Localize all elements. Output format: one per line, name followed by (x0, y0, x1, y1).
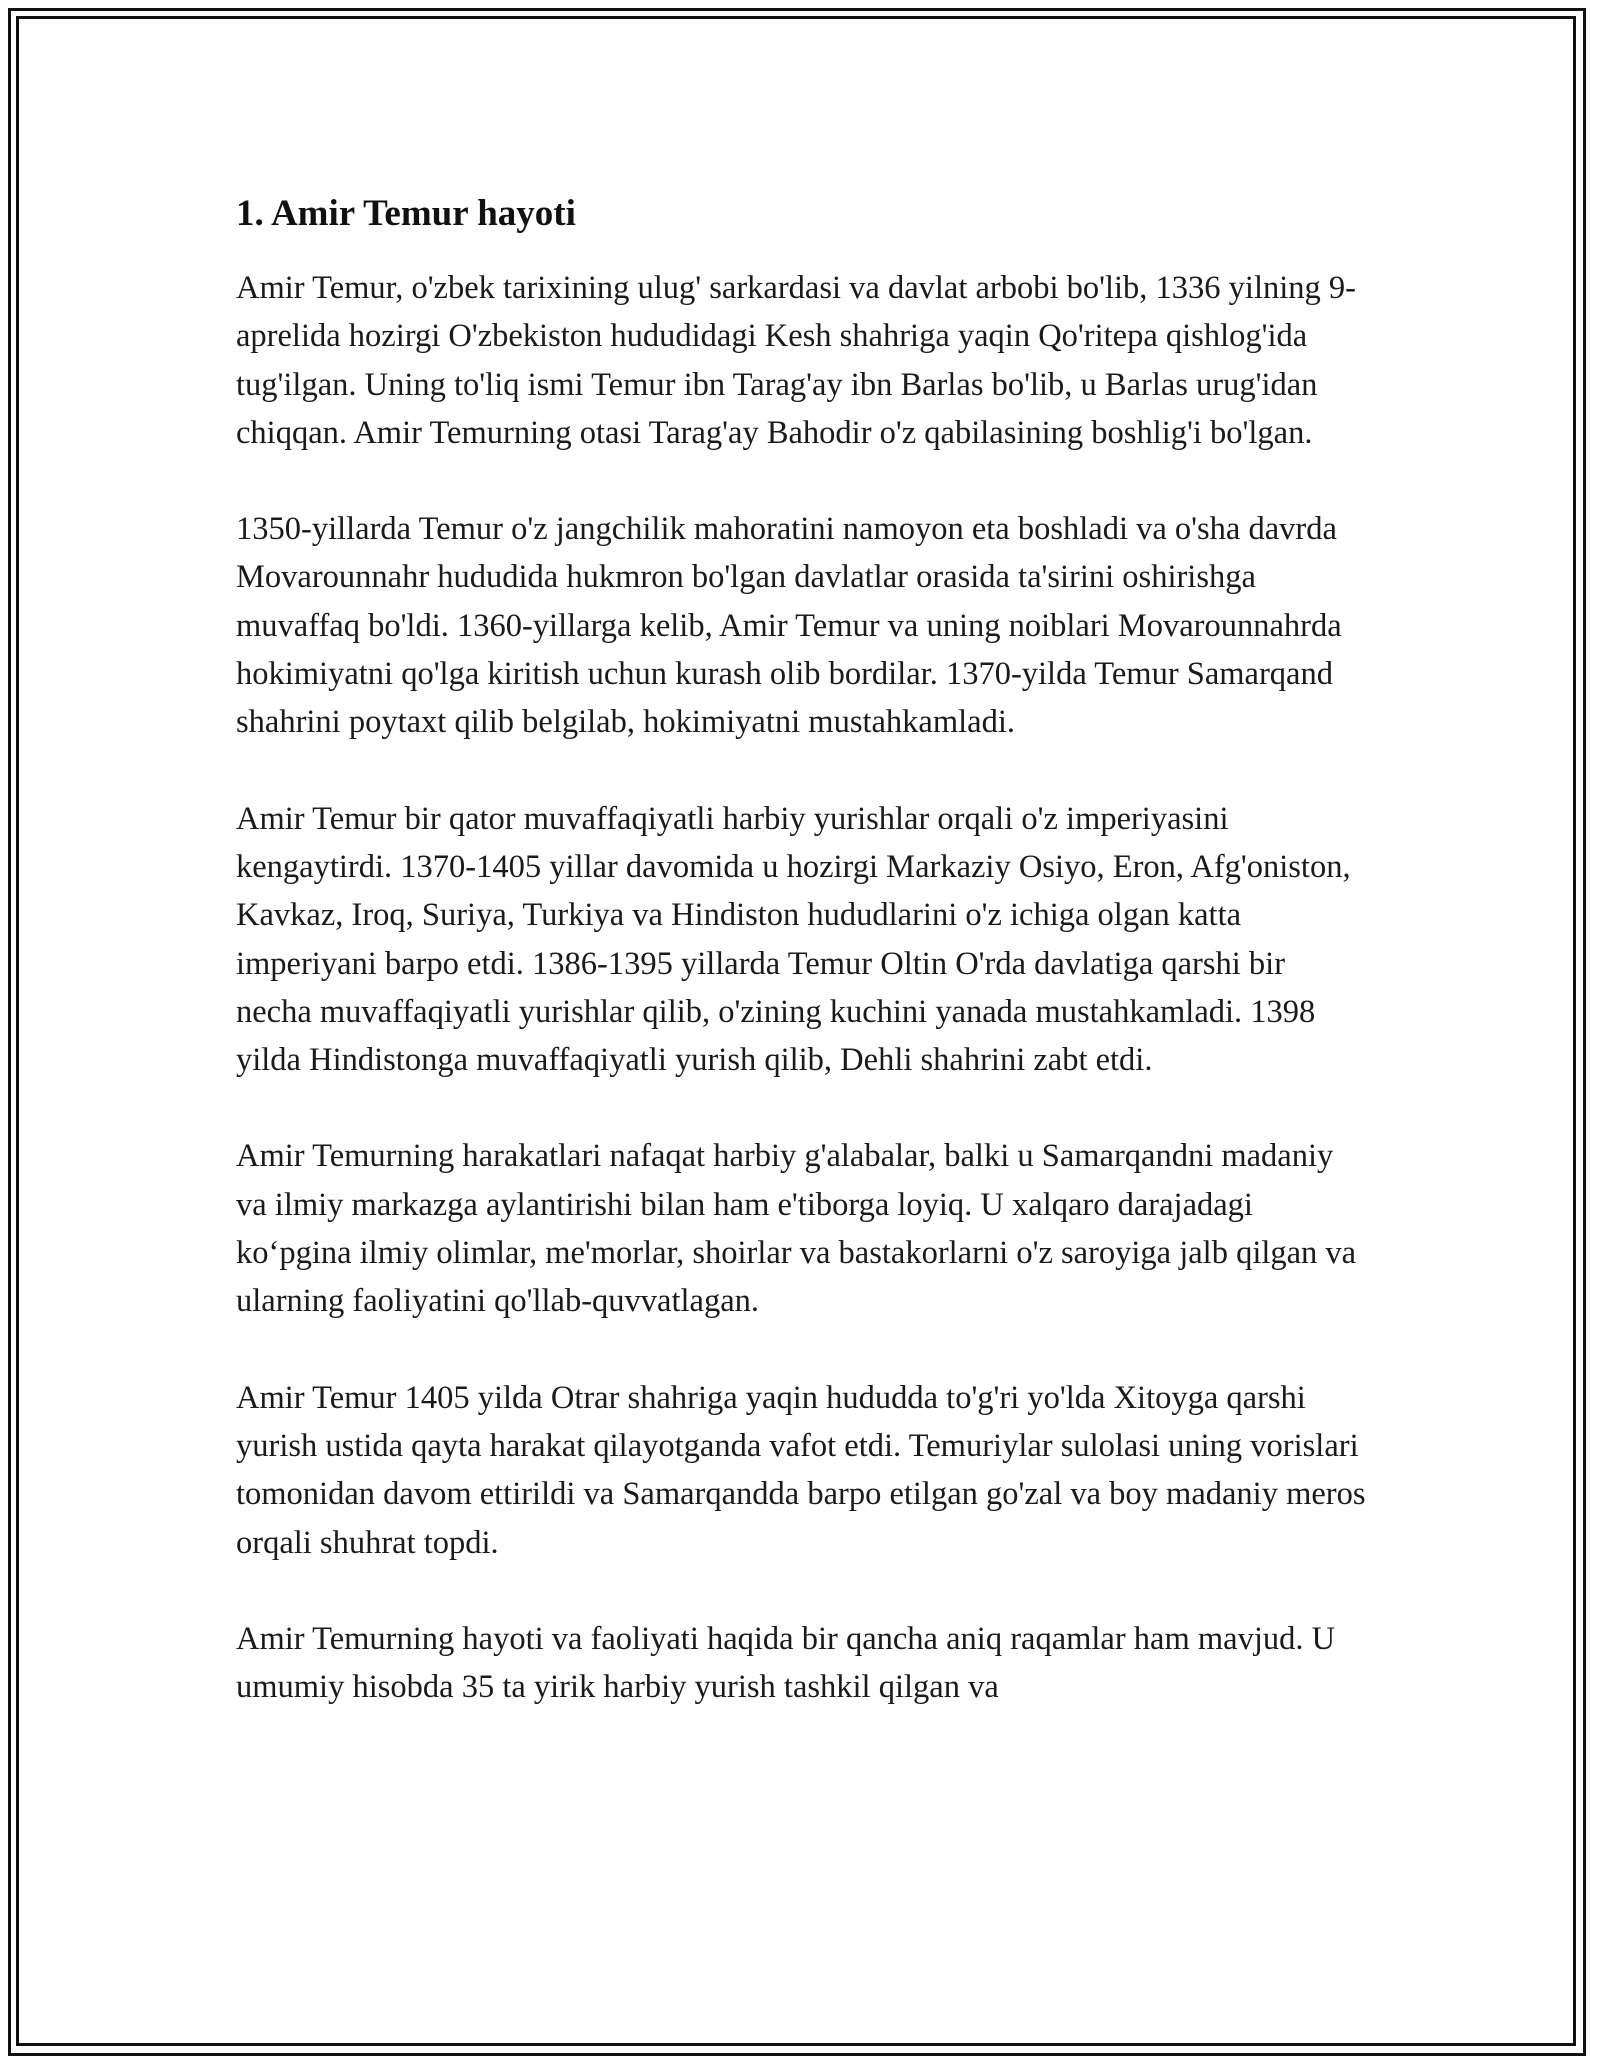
document-body (236, 190, 1366, 1759)
paragraph-5: Amir Temur 1405 yilda Otrar shahriga yaqin hududda to'g'ri yo'lda Xitoyga qarshi yurish ustida qayta harakat qilayotganda vafot etdi. Temuriylar sulolasi uning vorislari tomonidan davom ettirildi va Samarqandda barpo etilgan go'zal va boy madaniy meros orqali shuhrat topdi. (236, 1379, 1366, 1561)
paragraph-1: Amir Temur, o'zbek tarixining ulug' sarkardasi va davlat arbobi bo'lib, 1336 yilning 9-aprelida hozirgi O'zbekiston hududidagi Kesh shahriga yaqin Qo'ritepa qishlog'ida tug'ilgan. Uning to'liq ismi Temur ibn Tarag'ay ibn Barlas bo'lib, u Barlas urug'idan chiqqan. Amir Temurning otasi Tarag'ay Bahodir o'z qabilasining boshlig'i bo'lgan. (236, 270, 1356, 451)
section-heading: 1. Amir Temur hayoti (236, 193, 576, 234)
paragraph-2: 1350-yillarda Temur o'z jangchilik mahoratini namoyon eta boshladi va o'sha davrda Movarounnahr hududida hukmron bo'lgan davlatlar orasida ta'sirini oshirishga muvaffaq bo'ldi. 1360-yillarga kelib, Amir Temur va uning noiblari Movarounnahrda hokimiyatni qo'lga kiritish uchun kurash olib bordilar. 1370-yilda Temur Samarqand shahrini poytaxt qilib belgilab, hokimiyatni mustahkamladi. (236, 511, 1342, 741)
paragraph-4: Amir Temurning harakatlari nafaqat harbiy g'alabalar, balki u Samarqandni madaniy va ilmiy markazga aylantirishi bilan ham e'tiborga loyiq. U xalqaro darajadagi ko‘pgina ilmiy olimlar, me'morlar, shoirlar va bastakorlarni o'z saroyiga jalb qilgan va ularning faoliyatini qo'llab-quvvatlagan. (236, 1138, 1357, 1320)
paragraph-6: Amir Temurning hayoti va faoliyati haqida bir qancha aniq raqamlar ham mavjud. U umumiy hisobda 35 ta yirik harbiy yurish tashkil qilgan va (236, 1620, 1336, 1706)
paragraph-3: Amir Temur bir qator muvaffaqiyatli harbiy yurishlar orqali o'z imperiyasini kengaytirdi. 1370-1405 yillar davomida u hozirgi Markaziy Osiyo, Eron, Afg'oniston, Kavkaz, Iroq, Suriya, Turkiya va Hindiston hududlarini o'z ichiga olgan katta imperiyani barpo etdi. 1386-1395 yillarda Temur Oltin O'rda davlatiga qarshi bir necha muvaffaqiyatli yurishlar qilib, o'zining kuchini yanada mustahkamladi. 1398 yilda Hindistonga muvaffaqiyatli yurish qilib, Dehli shahrini zabt etdi. (236, 800, 1351, 1079)
